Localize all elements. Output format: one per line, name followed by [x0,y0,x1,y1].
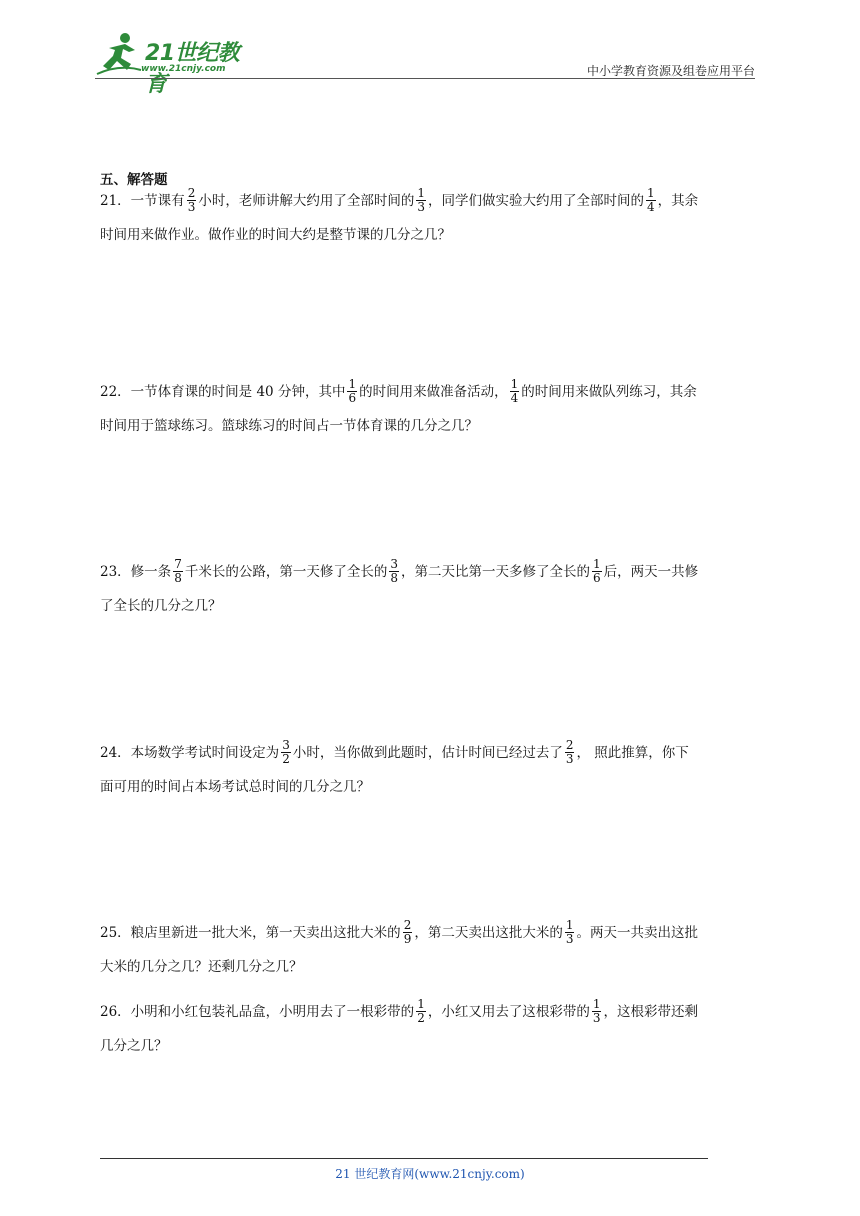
question-22: 22．一节体育课的时间是 40 分钟，其中 $\frac{1}{6}$ 的时间用来做准备活动， $\frac{1}{4}$ 的时间用来做队列练习，其余 时间用于篮球练习。篮球练习的时间占一节体育课的几分之几？ [100,379,760,437]
fraction: $\frac{3}{8}$ [390,557,398,585]
fraction: $\frac{1}{3}$ [565,918,574,946]
question-23: 23．修一条 $\frac{7}{8}$ 千米长的公路，第一天修了全长的 $\frac{3}{8}$ ，第二天比第一天多修了全长的 $\frac{1}{6}$ 后，两天一共修 了全长的几分之几？ [100,559,760,617]
fraction: $\frac{2}{3}$ [565,738,574,766]
page-header [95,30,755,97]
q22-text: 22．一节体育课的时间是 40 分钟，其中 [100,384,346,400]
question-21: 21．一节课有 $\frac{2}{3}$ 小时，老师讲解大约用了全部时间的 $\frac{1}{3}$ ，同学们做实验大约用了全部时间的 $\frac{1}{4}$ ，其余 时间用来做作业。做作业的时间大约是整节课的几分之几？ [100,188,760,246]
question-24: 24．本场数学考试时间设定为 $\frac{3}{2}$ 小时，当你做到此题时，估计时间已经过去了 $\frac{2}{3}$ ， 照此推算，你下 面可用的时间占本场考试总时间的几分之几？ [100,740,760,798]
fraction: $\frac{1}{4}$ [510,377,519,405]
q22-text-line2: 时间用于篮球练习。篮球练习的时间占一节体育课的几分之几？ [100,418,478,434]
site-logo [95,30,255,97]
fraction: $\frac{1}{3}$ [592,997,601,1025]
fraction: $\frac{1}{6}$ [592,557,601,585]
q23-text-line2: 了全长的几分之几？ [100,598,222,614]
q25-text: 25．粮店里新进一批大米，第一天卖出这批大米的 [100,925,401,941]
fraction: $\frac{7}{8}$ [174,557,182,585]
fraction: $\frac{2}{9}$ [403,918,412,946]
fraction: $\frac{1}{2}$ [417,997,425,1025]
header-divider [95,78,755,79]
fraction: $\frac{2}{3}$ [187,186,196,214]
section-title: 五、解答题 [100,172,168,188]
fraction: $\frac{3}{2}$ [282,738,290,766]
q24-text: 24．本场数学考试时间设定为 [100,745,280,761]
fraction: $\frac{1}{6}$ [348,377,357,405]
question-26: 26．小明和小红包装礼品盒，小明用去了一根彩带的 $\frac{1}{2}$ ，小红又用去了这根彩带的 $\frac{1}{3}$ ，这根彩带还剩 几分之几？ [100,999,760,1057]
q21-text: 21．一节课有 [100,193,185,209]
q25-text-line2: 大米的几分之几？还剩几分之几？ [100,959,303,975]
q26-text-line2: 几分之几？ [100,1038,168,1054]
q26-text: 26．小明和小红包装礼品盒，小明用去了一根彩带的 [100,1004,415,1020]
logo-url: www.21cnjy.com [141,64,226,74]
footer-link[interactable]: 21 世纪教育网(www.21cnjy.com) [335,1167,525,1181]
runner-icon [95,30,143,76]
q21-text-line2: 时间用来做作业。做作业的时间大约是整节课的几分之几？ [100,227,451,243]
fraction: $\frac{1}{4}$ [646,186,655,214]
question-25: 25．粮店里新进一批大米，第一天卖出这批大米的 $\frac{2}{9}$ ，第二天卖出这批大米的 $\frac{1}{3}$ 。两天一共卖出这批 大米的几分之几？还剩几分之几？ [100,920,760,978]
footer-divider [100,1158,708,1159]
q23-text: 23．修一条 [100,564,172,580]
logo-text: 21世纪教育 [145,41,240,97]
platform-name: 中小学教育资源及组卷应用平台 [586,64,755,78]
q24-text-line2: 面可用的时间占本场考试总时间的几分之几？ [100,779,370,795]
fraction: $\frac{1}{3}$ [417,186,425,214]
